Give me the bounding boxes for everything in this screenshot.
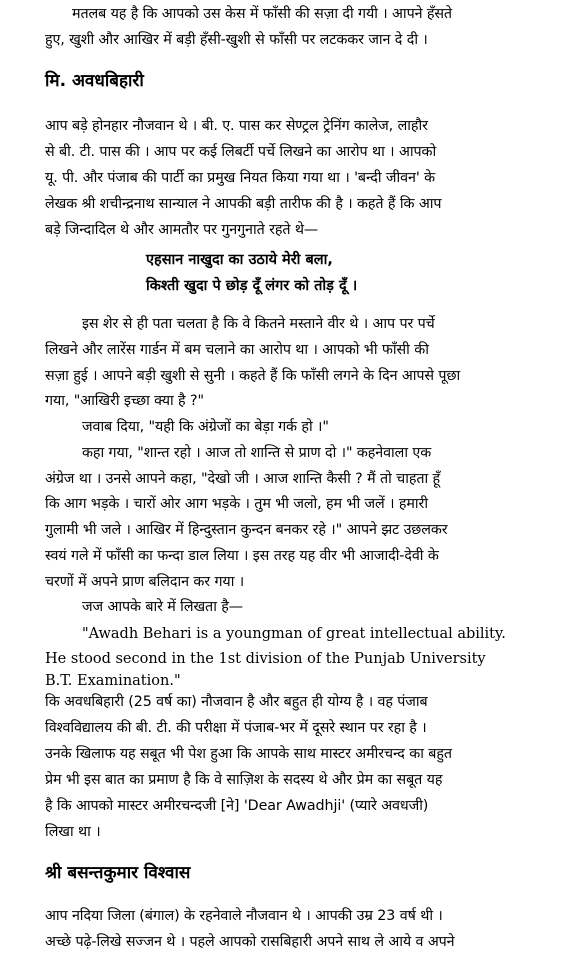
text-line: इस शेर से ही पता चलता है कि वे कितने मस्ताने वीर थे । आप पर पर्चे [82, 316, 435, 332]
section-heading-basant-kumar-biswas: श्री बसन्तकुमार विश्वास [45, 863, 191, 883]
text-line: विश्वविद्यालय की बी. टी. की परीक्षा में पंजाब-भर में दूसरे स्थान पर रहा है । [45, 720, 427, 736]
text-line: जवाब दिया, "यही कि अंग्रेजों का बेड़ा गर्क हो ।" [82, 419, 329, 435]
english-quote-line: B.T. Examination." [45, 673, 181, 689]
text-line: गया, "आखिरी इच्छा क्या है ?" [45, 393, 204, 409]
text-line: से बी. टी. पास की । आप पर कई लिबर्टी पर्चे लिखने का आरोप था । आपको [45, 144, 437, 160]
text-line: बड़े जिन्दादिल थे और आमतौर पर गुनगुनाते रहते थे— [45, 222, 319, 238]
text-line: स्वयं गले में फाँसी का फन्दा डाल लिया । इस तरह यह वीर भी आजादी-देवी के [45, 548, 439, 564]
verse-line: किश्ती खुदा पे छोड़ दूँ लंगर को तोड़ दूँ । [146, 278, 358, 294]
text-line: आप नदिया जिला (बंगाल) के रहनेवाले नौजवान थे । आपकी उम्र 23 वर्ष थी । [45, 908, 443, 924]
text-line: कि आग भड़के । चारों ओर आग भड़के । तुम भी जलो, हम भी जलें । हमारी [45, 496, 428, 512]
text-line: हुए, खुशी और आखिर में बड़ी हँसी-खुशी से फाँसी पर लटककर जान दे दी । [45, 32, 428, 48]
section-heading-awadh-bihari: मि. अवधबिहारी [45, 71, 144, 91]
text-line: गुलामी भी जले । आखिर में हिन्दुस्तान कुन्दन बनकर रहे ।" आपने झट उछलकर [45, 522, 448, 538]
text-line: अच्छे पढ़े-लिखे सज्जन थे । पहले आपको रासबिहारी अपने साथ ले आये व अपने [45, 934, 455, 950]
english-quote-line: He stood second in the 1st division of the Punjab University [45, 651, 486, 667]
english-quote-line: "Awadh Behari is a youngman of great intellectual ability. [82, 626, 506, 642]
text-line: मतलब यह है कि आपको उस केस में फाँसी की सज़ा दी गयी । आपने हँसते [72, 6, 452, 22]
text-line: यू. पी. और पंजाब की पार्टी का प्रमुख नियत किया गया था । 'बन्दी जीवन' के [45, 170, 435, 186]
verse-line: एहसान नाखुदा का उठाये मेरी बला, [146, 252, 333, 268]
text-line: चरणों में अपने प्राण बलिदान कर गया । [45, 574, 245, 590]
text-line: लेखक श्री शचीन्द्रनाथ सान्याल ने आपकी बड़ी तारीफ की है । कहते हैं कि आप [45, 196, 442, 212]
text-line: कहा गया, "शान्त रहो । आज तो शान्ति से प्राण दो ।" कहनेवाला एक [82, 445, 432, 461]
text-line: कि अवधबिहारी (25 वर्ष का) नौजवान है और बहुत ही योग्य है । वह पंजाब [45, 694, 428, 710]
text-line: जज आपके बारे में लिखता है— [82, 599, 243, 615]
text-line: है कि आपको मास्टर अमीरचन्दजी [ने] 'Dear Awadhji' (प्यारे अवधजी) [45, 798, 429, 814]
text-line: लिखा था । [45, 824, 101, 840]
text-line: लिखने और लारेंस गार्डन में बम चलाने का आरोप था । आपको भी फाँसी की [45, 342, 429, 358]
text-line: अंग्रेज था । उनसे आपने कहा, "देखो जी । आज शान्ति कैसी ? मैं तो चाहता हूँ [45, 471, 441, 487]
text-line: आप बड़े होनहार नौजवान थे । बी. ए. पास कर सेण्ट्रल ट्रेनिंग कालेज, लाहौर [45, 118, 428, 134]
text-line: सज़ा हुई । आपने बड़ी खुशी से सुनी । कहते हैं कि फाँसी लगने के दिन आपसे पूछा [45, 368, 461, 384]
text-line: उनके खिलाफ यह सबूत भी पेश हुआ कि आपके साथ मास्टर अमीरचन्द का बहुत [45, 746, 452, 762]
text-line: प्रेम भी इस बात का प्रमाण है कि वे साज़िश के सदस्य थे और प्रेम का सबूत यह [45, 772, 443, 788]
